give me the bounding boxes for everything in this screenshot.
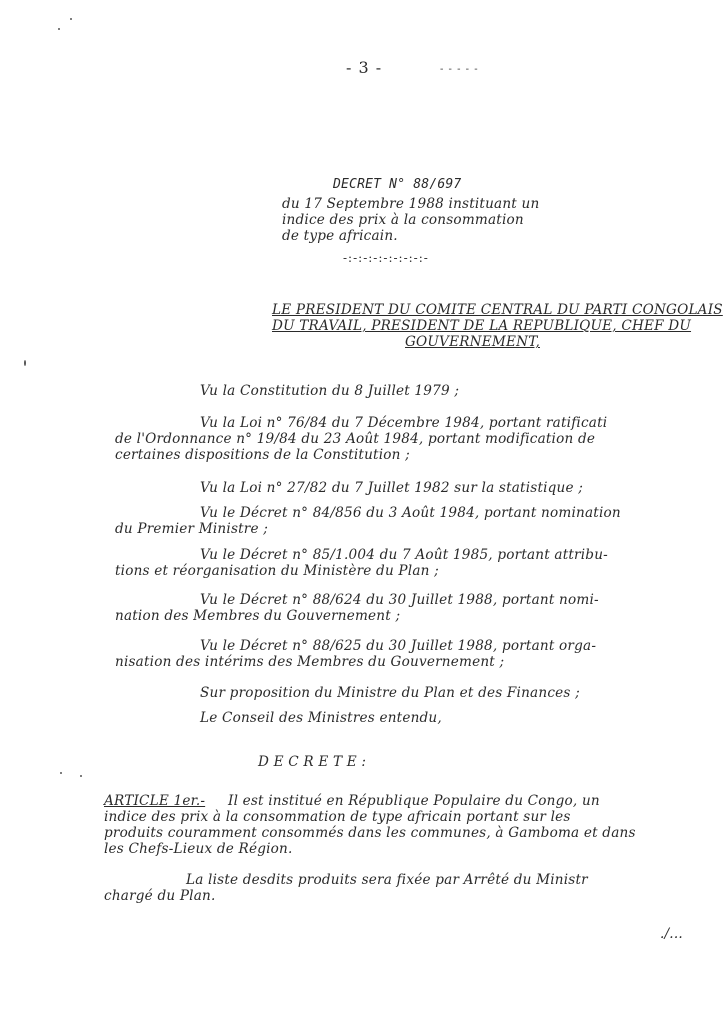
decrete-heading: D E C R E T E : — [258, 754, 367, 770]
visa-line: Vu la Loi n° 76/84 du 7 Décembre 1984, portant ratificati — [200, 415, 608, 431]
article-line: La liste desdits produits sera fixée par Arrêté du Ministr — [186, 872, 588, 888]
scan-speck — [58, 28, 60, 30]
visa-line: de l'Ordonnance n° 19/84 du 23 Août 1984, portant modification de — [115, 431, 596, 447]
president-line: LE PRESIDENT DU COMITE CENTRAL DU PARTI CONGOLAIS — [272, 302, 723, 318]
visa-constitution: Vu la Constitution du 8 Juillet 1979 ; — [200, 383, 460, 399]
title-separator: -:-:-:-:-:-:-:-:- — [343, 251, 429, 265]
continuation-mark: ./... — [660, 926, 683, 942]
visa-line: certaines dispositions de la Constitution ; — [115, 447, 410, 463]
scan-speck — [60, 772, 62, 774]
president-line: DU TRAVAIL, PRESIDENT DE LA REPUBLIQUE, CHEF DU — [272, 318, 692, 334]
visa-line: Vu le Décret n° 84/856 du 3 Août 1984, portant nomination — [200, 505, 621, 521]
council-line: Le Conseil des Ministres entendu, — [200, 710, 442, 726]
title-line: indice des prix à la consommation — [282, 212, 524, 228]
header-mark: - - - - - — [440, 64, 479, 75]
title-line: de type africain. — [282, 228, 398, 244]
visa-line: nation des Membres du Gouvernement ; — [115, 608, 401, 624]
visa-line: Vu le Décret n° 88/624 du 30 Juillet 1988, portant nomi- — [200, 592, 599, 608]
page-number: - 3 - — [346, 58, 383, 77]
article-line: les Chefs-Lieux de Région. — [104, 841, 293, 857]
article-line: Il est institué en République Populaire du Congo, un — [228, 793, 600, 809]
article-line: indice des prix à la consommation de type africain portant sur les — [104, 809, 571, 825]
visa-line: Vu le Décret n° 85/1.004 du 7 Août 1985, portant attribu- — [200, 547, 608, 563]
visa-line: tions et réorganisation du Ministère du Plan ; — [115, 563, 439, 579]
president-line: GOUVERNEMENT, — [405, 334, 540, 350]
visa-line: du Premier Ministre ; — [115, 521, 269, 537]
article-line: produits couramment consommés dans les communes, à Gamboma et dans — [104, 825, 636, 841]
visa-line: Vu le Décret n° 88/625 du 30 Juillet 1988, portant orga- — [200, 638, 597, 654]
visa-line: Vu la Loi n° 27/82 du 7 Juillet 1982 sur la statistique ; — [200, 480, 584, 496]
visa-line: nisation des intérims des Membres du Gouvernement ; — [115, 654, 505, 670]
proposition-line: Sur proposition du Ministre du Plan et des Finances ; — [200, 685, 580, 701]
scan-speck — [70, 18, 72, 20]
article-label: ARTICLE 1er.- — [104, 793, 206, 809]
article-line: chargé du Plan. — [104, 888, 216, 904]
scan-speck — [80, 775, 82, 777]
title-line: du 17 Septembre 1988 instituant un — [282, 196, 540, 212]
scan-speck — [24, 360, 26, 366]
decree-number: DECRET N° 88/697 — [333, 177, 462, 192]
